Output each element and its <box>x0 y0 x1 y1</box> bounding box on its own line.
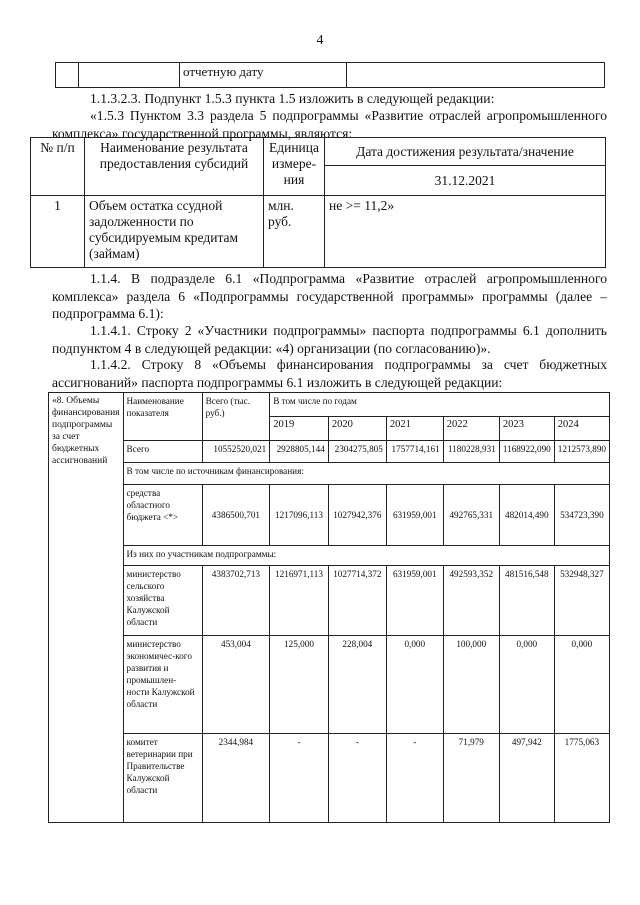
year-value: 100,000 <box>443 636 499 734</box>
header-date-value: Дата достижения результата/значение <box>325 138 606 166</box>
results-table <box>30 137 606 268</box>
regional-budget-row <box>49 485 610 546</box>
participant-total: 453,004 <box>202 636 270 734</box>
regional-total: 4386500,701 <box>202 485 270 546</box>
year-value: 1216971,113 <box>270 566 329 636</box>
continuation-table <box>55 62 605 88</box>
year-value: 2304275,805 <box>328 441 386 463</box>
row-num: 1 <box>31 196 85 268</box>
participant-label: комитет ветеринарии при Правительстве Калужской области <box>123 734 202 823</box>
participant-row <box>49 566 610 636</box>
paragraph-1-1-4-1: 1.1.4.1. Строку 2 «Участники подпрограммы» паспорта подпрограммы 6.1 дополнить подпунктом 4 в следующей редакции: «4) организации (по согласованию)». <box>52 323 607 356</box>
total-row <box>49 441 610 463</box>
year-value: 1757714,161 <box>386 441 443 463</box>
participants-header: Из них по участникам подпрограммы: <box>123 546 609 566</box>
row-value: не >= 11,2» <box>325 196 606 268</box>
header-num: № п/п <box>31 138 85 196</box>
total-value: 10552520,021 <box>202 441 270 463</box>
participant-total: 4383702,713 <box>202 566 270 636</box>
page-number: 4 <box>316 33 324 48</box>
year-header: 2022 <box>443 417 499 441</box>
year-value: 631959,001 <box>386 566 443 636</box>
year-value: 631959,001 <box>386 485 443 546</box>
table-row <box>31 196 606 268</box>
years-group-header: В том числе по годам <box>270 393 610 417</box>
year-value: 492765,331 <box>443 485 499 546</box>
year-header: 2023 <box>499 417 554 441</box>
year-header: 2024 <box>554 417 609 441</box>
year-value: 1212573,890 <box>554 441 609 463</box>
year-value: 1217096,113 <box>270 485 329 546</box>
year-value: 0,000 <box>386 636 443 734</box>
year-value: 1180228,931 <box>443 441 499 463</box>
year-value: 125,000 <box>270 636 329 734</box>
paragraph-1-1-4: 1.1.4. В подразделе 6.1 «Подпрограмма «Развитие отраслей агропромышленного комплекса» раздела 6 «Подпрограммы государственной программы» программы (далее – подпрограмма 6.1): <box>52 271 607 321</box>
row-name: Объем остатка ссудной задолженности по субсидируемым кредитам (займам) <box>85 196 264 268</box>
row-title: «8. Объемы финансирования подпрограммы за счет бюджетных ассигнований <box>49 393 124 823</box>
participant-label: министерство экономичес-кого развития и промышлен-ности Калужской области <box>123 636 202 734</box>
year-value: 2928805,144 <box>270 441 329 463</box>
year-value: - <box>328 734 386 823</box>
year-value: 497,942 <box>499 734 554 823</box>
participant-row <box>49 734 610 823</box>
year-header: 2021 <box>386 417 443 441</box>
year-value: 71,979 <box>443 734 499 823</box>
year-value: 1027714,372 <box>328 566 386 636</box>
participant-row <box>49 636 610 734</box>
year-value: 532948,327 <box>554 566 609 636</box>
year-header: 2019 <box>270 417 329 441</box>
year-value: 492593,352 <box>443 566 499 636</box>
participant-total: 2344,984 <box>202 734 270 823</box>
regional-label: средства областного бюджета <*> <box>123 485 202 546</box>
year-value: 0,000 <box>554 636 609 734</box>
col-total-header: Всего (тыс. руб.) <box>202 393 270 441</box>
year-value: 534723,390 <box>554 485 609 546</box>
year-value: - <box>270 734 329 823</box>
total-label: Всего <box>123 441 202 463</box>
sources-header: В том числе по источникам финансирования: <box>123 463 609 485</box>
reporting-date-cell: отчетную дату <box>180 63 347 88</box>
year-value: 482014,490 <box>499 485 554 546</box>
funding-table <box>48 392 610 823</box>
year-value: 0,000 <box>499 636 554 734</box>
year-value: 1027942,376 <box>328 485 386 546</box>
year-value: 1775,063 <box>554 734 609 823</box>
paragraph-1-1-3-2-3: 1.1.3.2.3. Подпункт 1.5.3 пункта 1.5 изложить в следующей редакции: <box>90 91 495 106</box>
paragraph-1-1-4-2: 1.1.4.2. Строку 8 «Объемы финансирования подпрограммы за счет бюджетных ассигнований» паспорта подпрограммы 6.1 изложить в следующей редакции: <box>52 357 607 390</box>
year-value: 481516,548 <box>499 566 554 636</box>
row-unit: млн. руб. <box>264 196 325 268</box>
year-value: 1168922,090 <box>499 441 554 463</box>
header-unit: Единица измере-ния <box>264 138 325 196</box>
header-date: 31.12.2021 <box>325 166 606 196</box>
year-header: 2020 <box>328 417 386 441</box>
header-result-name: Наименование результата предоставления субсидий <box>85 138 264 196</box>
year-value: 228,004 <box>328 636 386 734</box>
col-name-header: Наименование показателя <box>123 393 202 441</box>
participant-label: министерство сельского хозяйства Калужской области <box>123 566 202 636</box>
year-value: - <box>386 734 443 823</box>
paragraph-1-5-3: «1.5.3 Пунктом 3.3 раздела 5 подпрограммы «Развитие отраслей агропромышленного комплекса» государственной программы, являются: <box>52 108 607 141</box>
